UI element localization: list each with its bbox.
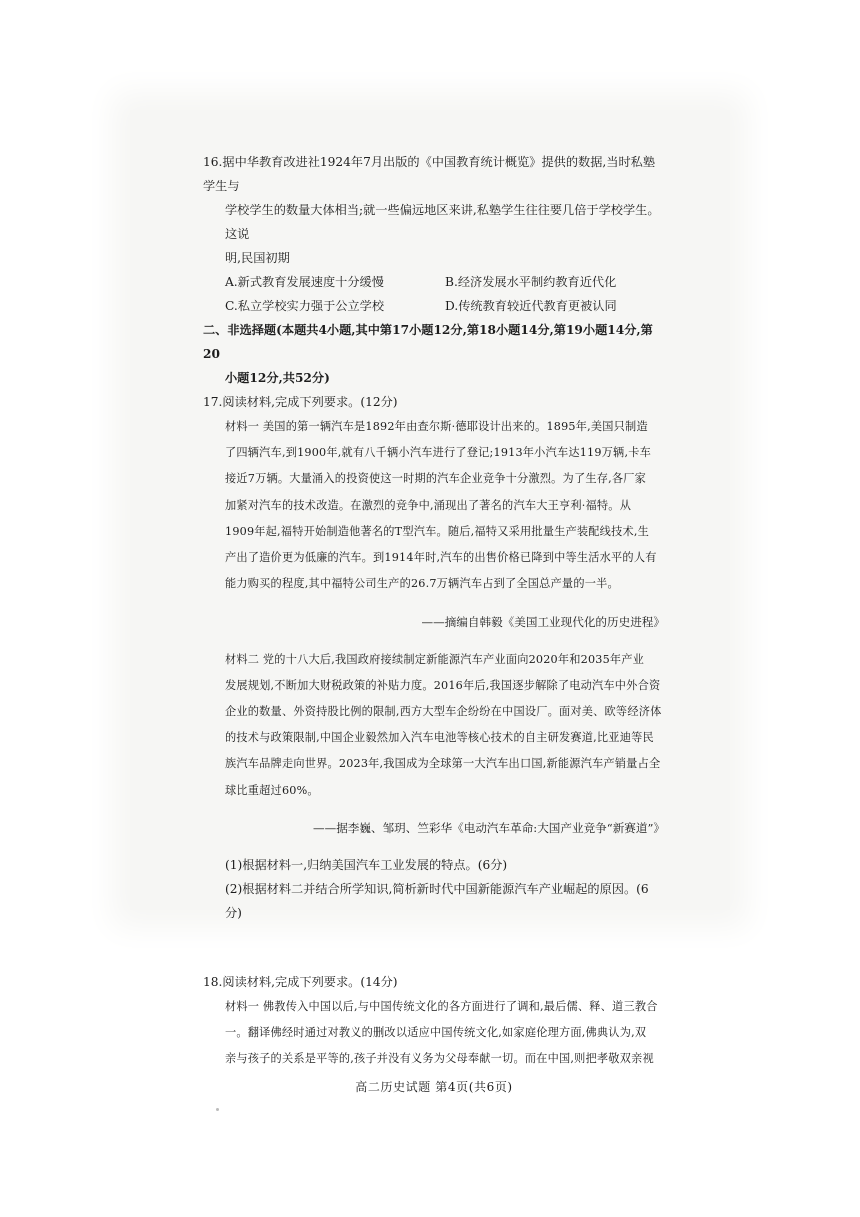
q16-options-row (203, 270, 665, 294)
q18-material-1 (203, 994, 665, 1073)
material-line: 加紧对汽车的技术改造。在激烈的竞争中,涌现出了著名的汽车大王亨利·福特。从 (225, 498, 632, 512)
question-18 (203, 970, 665, 1073)
q16-options-row (203, 294, 665, 318)
q16-option-d: D.传统教育较近代教育更被认同 (445, 299, 617, 313)
question-16 (203, 150, 665, 318)
q16-option-a: A.新式教育发展速度十分缓慢 (225, 275, 384, 289)
q17-title: 17.阅读材料,完成下列要求。(12分) (203, 395, 398, 409)
scan-speck (216, 1108, 219, 1111)
material-line: 1909年起,福特开始制造他著名的T型汽车。随后,福特又采用批量生产装配线技术,生 (225, 524, 649, 538)
q17-source-2: ——据李巍、邹玥、竺彩华《电动汽车革命:大国产业竞争“新赛道”》 (313, 821, 665, 836)
material-line: 了四辆汽车,到1900年,就有八千辆小汽车进行了登记;1913年小汽车达119万辆,卡车 (225, 446, 651, 460)
material-line: 材料二 党的十八大后,我国政府接续制定新能源汽车产业面向2020年和2035年产业 (225, 652, 645, 666)
q18-title: 18.阅读材料,完成下列要求。(14分) (203, 975, 398, 990)
q17-source-1: ——摘编自韩毅《美国工业现代化的历史进程》 (421, 615, 665, 630)
section-heading-line: 小题12分,共52分) (225, 371, 330, 385)
q17-material-1 (203, 414, 665, 597)
answer-space (203, 925, 665, 970)
material-line: 的技术与政策限制,中国企业毅然加入汽车电池等核心技术的自主研发赛道,比亚迪等民 (225, 731, 654, 745)
q16-option-c: C.私立学校实力强于公立学校 (225, 299, 385, 313)
exam-content (203, 150, 665, 1111)
material-line: 材料一 美国的第一辆汽车是1892年由查尔斯·德耶设计出来的。1895年,美国只制造 (225, 420, 648, 433)
material-line: 一。翻译佛经时通过对教义的删改以适应中国传统文化,如家庭伦理方面,佛典认为,双 (225, 1026, 647, 1040)
q16-line: 学校学生的数量大体相当;就一些偏远地区来讲,私塾学生往往要几倍于学校学生。这说 (225, 203, 660, 241)
material-line: 企业的数量、外资持股比例的限制,西方大型车企纷纷在中国设厂。面对美、欧等经济体 (225, 705, 662, 719)
q16-option-b: B.经济发展水平制约教育近代化 (445, 275, 617, 289)
material-line: 材料一 佛教传入中国以后,与中国传统文化的各方面进行了调和,最后儒、释、道三教合 (225, 1000, 658, 1014)
q17-material-2 (203, 647, 665, 804)
material-line: 球比重超过60%。 (225, 783, 319, 797)
section-2-header (203, 318, 665, 390)
material-line: 接近7万辆。大量涌入的投资使这一时期的汽车企业竞争十分激烈。为了生存,各厂家 (225, 472, 647, 486)
q16-line: 16.据中华教育改进社1924年7月出版的《中国教育统计概览》提供的数据,当时私塾学生与 (203, 155, 656, 193)
question-17 (203, 390, 665, 925)
material-line: 产出了造价更为低廉的汽车。到1914年时,汽车的出售价格已降到中等生活水平的人有 (225, 551, 657, 565)
q17-subquestion-2: (2)根据材料二并结合所学知识,简析新时代中国新能源汽车产业崛起的原因。(6分) (225, 882, 649, 921)
material-line: 能力购买的程度,其中福特公司生产的26.7万辆汽车占到了全国总产量的一半。 (225, 577, 619, 591)
material-line: 族汽车品牌走向世界。2023年,我国成为全球第一大汽车出口国,新能源汽车产销量占全 (225, 757, 661, 771)
section-heading-line: 二、非选择题(本题共4小题,其中第17小题12分,第18小题14分,第19小题14分,第20 (203, 323, 653, 361)
material-line: 发展规划,不断加大财税政策的补贴力度。2016年后,我国逐步解除了电动汽车中外合资 (225, 678, 661, 692)
q17-subquestion-1: (1)根据材料一,归纳美国汽车工业发展的特点。(6分) (225, 858, 508, 873)
material-line: 亲与孩子的关系是平等的,孩子并没有义务为父母奉献一切。而在中国,则把孝敬双亲视 (225, 1052, 654, 1066)
q16-line: 明,民国初期 (225, 251, 290, 265)
page-footer: 高二历史试题 第4页(共6页) (355, 1079, 513, 1094)
